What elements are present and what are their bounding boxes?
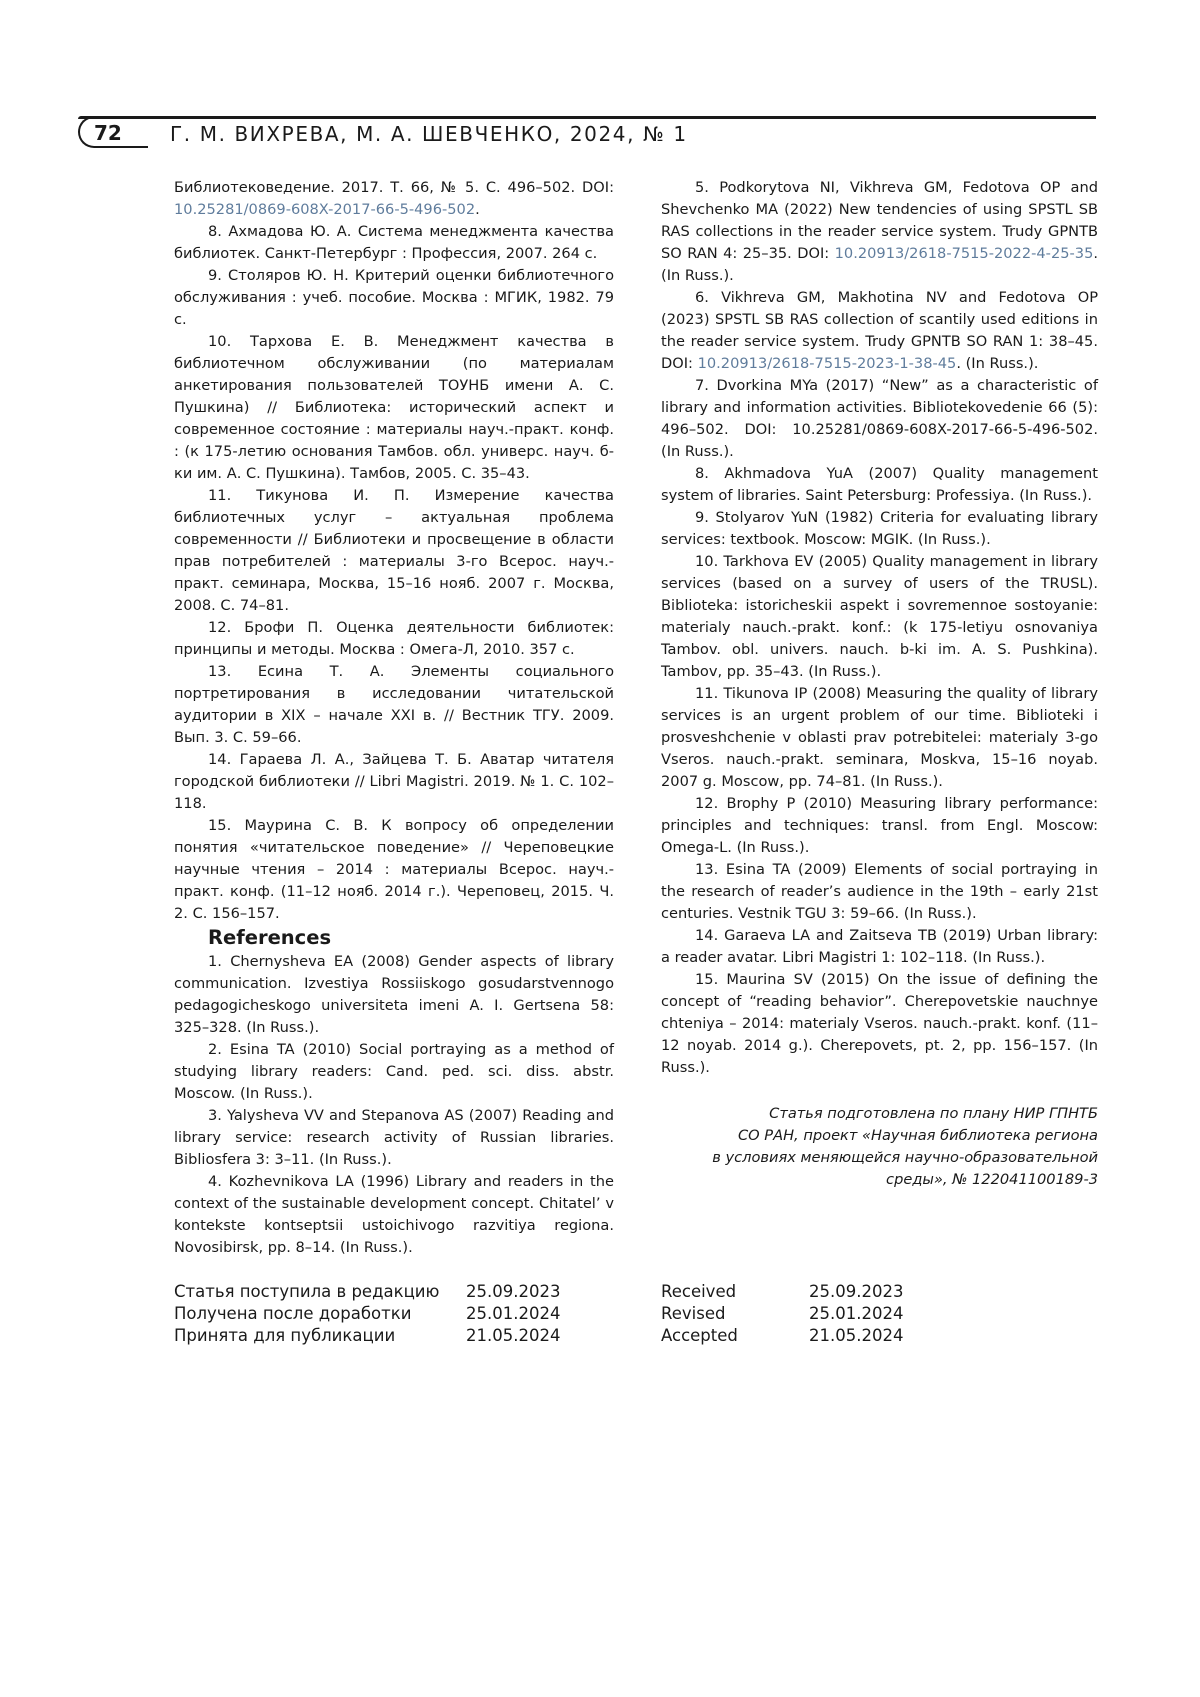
doi-link[interactable]: 10.20913/2618-7515-2022-4-25-35 xyxy=(835,245,1094,262)
references-heading: References xyxy=(174,925,614,951)
date-row xyxy=(174,1303,560,1325)
reference-item-ru-9: 9. Столяров Ю. Н. Критерий оценки библиотечного обслуживания : учеб. пособие. Москва : МГИК, 1982. 79 с. xyxy=(174,265,614,331)
reference-item-ru-12: 12. Брофи П. Оценка деятельности библиотек: принципы и методы. Москва : Омега-Л, 2010. 357 с. xyxy=(174,617,614,661)
reference-item-ru-10: 10. Тархова Е. В. Менеджмент качества в библиотечном обслуживании (по материалам анкетирования пользователей ТОУНБ имени А. С. Пушкина) // Библиотека: исторический аспект и современное состояние : материалы науч.-практ. конф. : (к 175-летию основания Тамбов. обл. универс. науч. б-ки им. А. С. Пушкина). Тамбов, 2005. С. 35–43. xyxy=(174,331,614,485)
date-value: 25.09.2023 xyxy=(809,1281,903,1303)
reference-item-en-1: 1. Chernysheva EA (2008) Gender aspects of library communication. Izvestiya Rossiiskogo gosudarstvennogo pedagogicheskogo universiteta imeni A. I. Gertsena 58: 325–328. (In Russ.). xyxy=(174,951,614,1039)
reference-item-en-7: 7. Dvorkina MYa (2017) “New” as a characteristic of library and information activities. Bibliotekovedenie 66 (5): 496–502. DOI: 10.25281/0869-608X-2017-66-5-496-502. (In Russ.). xyxy=(661,375,1098,463)
funding-line: в условиях меняющейся научно-образовательной xyxy=(661,1147,1098,1169)
date-value: 25.01.2024 xyxy=(466,1303,560,1325)
funding-line: среды», № 122041100189-3 xyxy=(661,1169,1098,1191)
funding-line: Статья подготовлена по плану НИР ГПНТБ xyxy=(661,1103,1098,1125)
reference-item-en-11: 11. Tikunova IP (2008) Measuring the quality of library services is an urgent problem of our time. Biblioteki i prosveshchenie v oblasti prav potrebitelei: materialy 3-go Vseros. nauch.-prakt. seminara, Moskva, 15–16 noyab. 2007 g. Moscow, pp. 74–81. (In Russ.). xyxy=(661,683,1098,793)
reference-item-en-14: 14. Garaeva LA and Zaitseva TB (2019) Urban library: a reader avatar. Libri Magistri 1: 102–118. (In Russ.). xyxy=(661,925,1098,969)
left-column xyxy=(174,177,614,1259)
reference-item-en-10: 10. Tarkhova EV (2005) Quality management in library services (based on a survey of users of the TRUSL). Biblioteka: istoricheskii aspekt i sovremennoe sostoyanie: materialy nauch.-prakt. konf.: (k 175-letiyu osnovaniya Tambov. obl. univers. nauch. b-ki im. A. S. Pushkina). Tambov, pp. 35–43. (In Russ.). xyxy=(661,551,1098,683)
reference-item-ru-8: 8. Ахмадова Ю. А. Система менеджмента качества библиотек. Санкт-Петербург : Профессия, 2007. 264 с. xyxy=(174,221,614,265)
reference-item-en-2: 2. Esina TA (2010) Social portraying as a method of studying library readers: Cand. ped. sci. diss. abstr. Moscow. (In Russ.). xyxy=(174,1039,614,1105)
reference-item-en-3: 3. Yalysheva VV and Stepanova AS (2007) Reading and library service: research activity of Russian libraries. Bibliosfera 3: 3–11. (In Russ.). xyxy=(174,1105,614,1171)
date-value: 21.05.2024 xyxy=(466,1325,560,1347)
date-value: 25.01.2024 xyxy=(809,1303,903,1325)
funding-note xyxy=(661,1103,1098,1191)
date-value: 25.09.2023 xyxy=(466,1281,560,1303)
reference-item-ru-13: 13. Есина Т. А. Элементы социального портретирования в исследовании читательской аудитории в XIX – начале XXI в. // Вестник ТГУ. 2009. Вып. 3. С. 59–66. xyxy=(174,661,614,749)
right-column xyxy=(661,177,1098,1191)
date-label: Revised xyxy=(661,1303,809,1325)
running-title: Г. М. ВИХРЕВА, М. А. ШЕВЧЕНКО, 2024, № 1 xyxy=(170,122,688,146)
reference-item-en-13: 13. Esina TA (2009) Elements of social portraying in the research of reader’s audience in the 19th – early 21st centuries. Vestnik TGU 3: 59–66. (In Russ.). xyxy=(661,859,1098,925)
funding-line: СО РАН, проект «Научная библиотека региона xyxy=(661,1125,1098,1147)
date-label: Received xyxy=(661,1281,809,1303)
date-label: Accepted xyxy=(661,1325,809,1347)
date-row xyxy=(661,1325,903,1347)
date-label: Статья поступила в редакцию xyxy=(174,1281,466,1303)
date-label: Получена после доработки xyxy=(174,1303,466,1325)
date-row xyxy=(174,1325,560,1347)
article-dates-en xyxy=(661,1281,903,1347)
date-row xyxy=(661,1281,903,1303)
date-row xyxy=(661,1303,903,1325)
date-label: Принята для публикации xyxy=(174,1325,466,1347)
reference-item-en-15: 15. Maurina SV (2015) On the issue of defining the concept of “reading behavior”. Cherepovetskie nauchnye chteniya – 2014: materialy Vseros. nauch.-prakt. konf. (11–12 noyab. 2014 g.). Cherepovets, pt. 2, pp. 156–157. (In Russ.). xyxy=(661,969,1098,1079)
reference-item-en-12: 12. Brophy P (2010) Measuring library performance: principles and techniques: transl. from Engl. Moscow: Omega-L. (In Russ.). xyxy=(661,793,1098,859)
date-value: 21.05.2024 xyxy=(809,1325,903,1347)
reference-item-en-5: 5. Podkorytova NI, Vikhreva GM, Fedotova OP and Shevchenko MA (2022) New tendencies of using SPSTL SB RAS collections in the reader service system. Trudy GPNTB SO RAN 4: 25–35. DOI: 10.20913/2618-7515-2022-4-25-35. (In Russ.). xyxy=(661,177,1098,287)
reference-item-ru-14: 14. Гараева Л. А., Зайцева Т. Б. Аватар читателя городской библиотеки // Libri Magistri. 2019. № 1. С. 102–118. xyxy=(174,749,614,815)
header-rule xyxy=(78,116,1096,119)
doi-link[interactable]: 10.25281/0869-608X-2017-66-5-496-502 xyxy=(174,201,475,218)
reference-item-ru-15: 15. Маурина С. В. К вопросу об определении понятия «читательское поведение» // Череповецкие научные чтения – 2014 : материалы Всерос. науч.-практ. конф. (11–12 нояб. 2014 г.). Череповец, 2015. Ч. 2. С. 156–157. xyxy=(174,815,614,925)
reference-item-ru-11: 11. Тикунова И. П. Измерение качества библиотечных услуг – актуальная проблема современности // Библиотеки и просвещение в области прав потребителей : материалы 3-го Всерос. науч.-практ. семинара, Москва, 15–16 нояб. 2007 г. Москва, 2008. С. 74–81. xyxy=(174,485,614,617)
page-number: 72 xyxy=(94,121,122,145)
reference-item-en-8: 8. Akhmadova YuA (2007) Quality management system of libraries. Saint Petersburg: Professiya. (In Russ.). xyxy=(661,463,1098,507)
reference-continuation: Библиотековедение. 2017. Т. 66, № 5. С. 496–502. DOI: 10.25281/0869-608X-2017-66-5-496-502. xyxy=(174,177,614,221)
reference-item-en-9: 9. Stolyarov YuN (1982) Criteria for evaluating library services: textbook. Moscow: MGIK. (In Russ.). xyxy=(661,507,1098,551)
doi-link[interactable]: 10.20913/2618-7515-2023-1-38-45 xyxy=(698,355,957,372)
date-row xyxy=(174,1281,560,1303)
running-head xyxy=(78,116,1096,150)
reference-item-en-6: 6. Vikhreva GM, Makhotina NV and Fedotova OP (2023) SPSTL SB RAS collection of scantily used editions in the reader service system. Trudy GPNTB SO RAN 1: 38–45. DOI: 10.20913/2618-7515-2023-1-38-45. (In Russ.). xyxy=(661,287,1098,375)
article-dates-ru xyxy=(174,1281,560,1347)
reference-item-en-4: 4. Kozhevnikova LA (1996) Library and readers in the context of the sustainable development concept. Chitatel’ v kontekste kontseptsii ustoichivogo razvitiya regiona. Novosibirsk, pp. 8–14. (In Russ.). xyxy=(174,1171,614,1259)
